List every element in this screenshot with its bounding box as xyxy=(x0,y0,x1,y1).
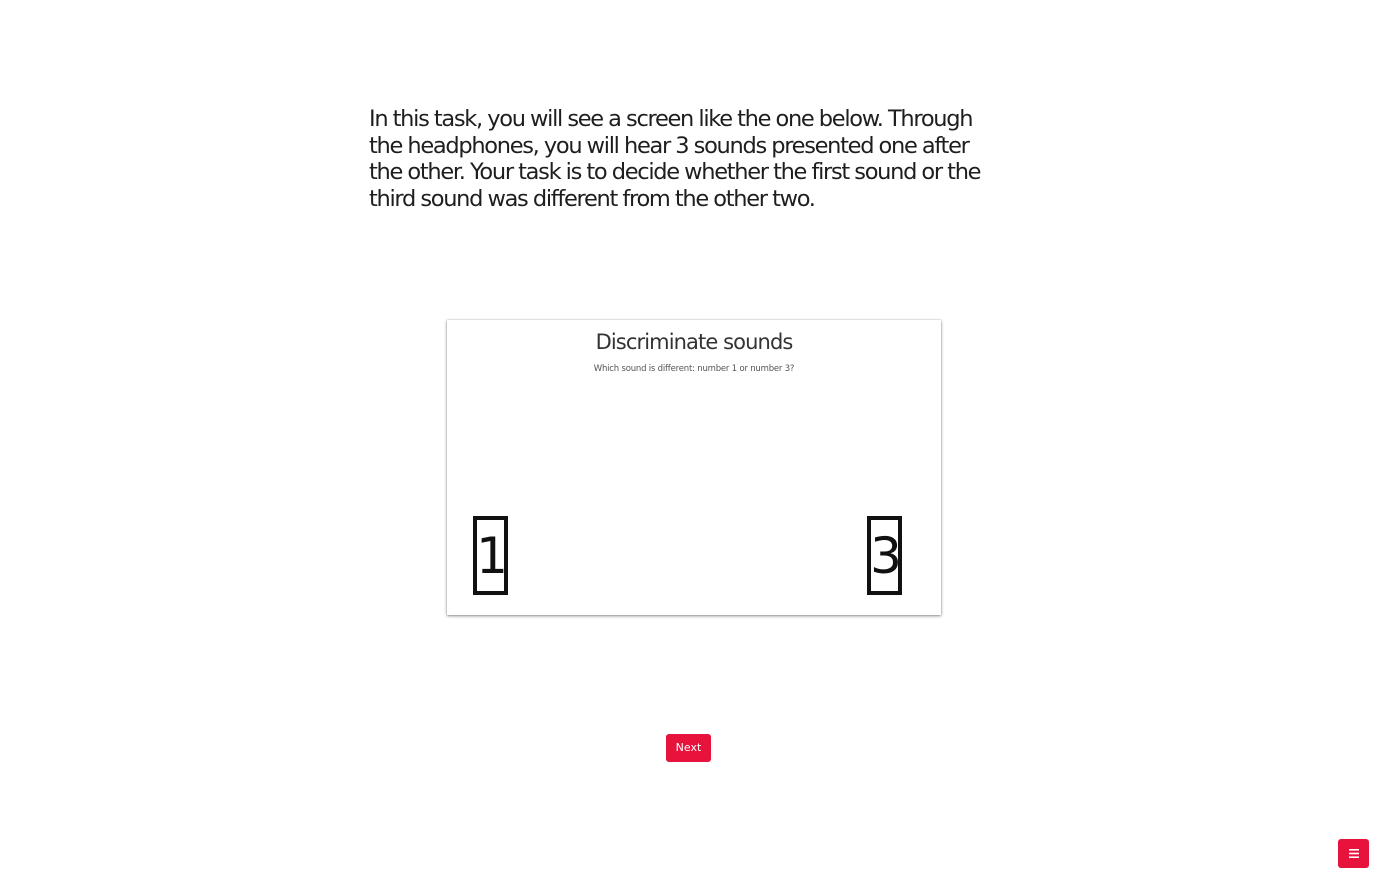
sound-3-box: 3 xyxy=(867,516,902,595)
instructions-text: In this task, you will see a screen like the one below. Through the headphones, you will hear 3 sounds presented one after the other. Your task is to decide whether the first sound or the third sound was different from the other two. xyxy=(369,106,981,212)
preview-subtitle: Which sound is different: number 1 or number 3? xyxy=(593,364,795,374)
menu-button[interactable] xyxy=(1338,839,1369,868)
hamburger-menu-icon xyxy=(1349,849,1359,858)
sound-1-box: 1 xyxy=(473,516,508,595)
example-screen-preview xyxy=(447,320,941,615)
preview-title: Discriminate sounds xyxy=(595,330,793,354)
next-button[interactable]: Next xyxy=(666,734,711,762)
